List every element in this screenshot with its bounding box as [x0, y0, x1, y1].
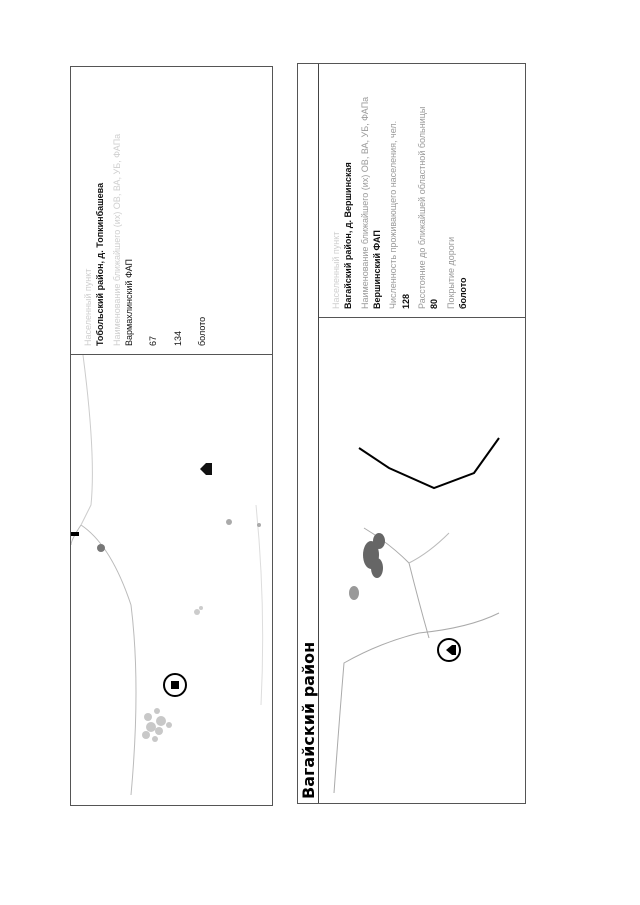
card-body-2 — [319, 64, 525, 803]
distance-value: 80 — [429, 298, 440, 309]
map-2 — [319, 318, 525, 803]
map-dot — [194, 609, 200, 615]
map-panel-1 — [71, 354, 272, 805]
map-dot — [199, 606, 203, 610]
field-label: Населенный пункт — [331, 231, 341, 309]
distance-value: 134 — [172, 330, 183, 346]
info-panel-2 — [319, 64, 525, 317]
fap-name: Вармахлинский ФАП — [124, 259, 135, 346]
road-line — [256, 505, 263, 705]
map-dot — [226, 519, 232, 525]
population-value: 67 — [148, 335, 159, 346]
road-line — [81, 355, 92, 525]
road-surface-value: болото — [458, 277, 469, 309]
map-panel-2 — [319, 317, 525, 803]
population-value: 128 — [400, 293, 411, 309]
settlement-card-1 — [70, 66, 273, 806]
field-label: Населенный пункт — [83, 268, 93, 346]
map-dot — [257, 523, 261, 527]
road-line — [81, 525, 136, 795]
info-panel-1 — [71, 67, 272, 354]
location-marker — [438, 639, 460, 661]
settlement-name: Тобольский район, д. Топкинбашева — [95, 182, 106, 346]
district-title: Вагайский район — [298, 64, 319, 803]
fap-name: Вершинский ФАП — [372, 230, 383, 309]
forest-area — [349, 586, 359, 600]
field-label: Численность проживающего населения, чел. — [388, 120, 399, 309]
settlement-name: Вагайский район, д. Вершинская — [343, 162, 354, 309]
river-line — [409, 533, 449, 563]
road-surface-value: болото — [197, 316, 208, 346]
district-boundary — [359, 438, 499, 488]
field-label: Покрытие дороги — [445, 236, 456, 309]
river-line — [334, 613, 499, 793]
forest-area — [363, 533, 385, 578]
map-edge-mark — [71, 532, 79, 536]
settlement-card-2 — [297, 63, 526, 804]
building-icon — [200, 463, 212, 475]
settlement-area — [142, 708, 172, 742]
map-dot — [97, 544, 105, 552]
map-1 — [71, 355, 272, 805]
field-label: Расстояние до ближайшей областной больницы — [417, 106, 428, 309]
field-label: Наименование ближайшего (их) ОВ, ВА, УБ, ФАПа — [359, 96, 370, 309]
field-label: Наименование ближайшего (их) ОВ, ВА, УБ, ФАПа — [111, 133, 122, 346]
location-marker — [164, 674, 186, 696]
